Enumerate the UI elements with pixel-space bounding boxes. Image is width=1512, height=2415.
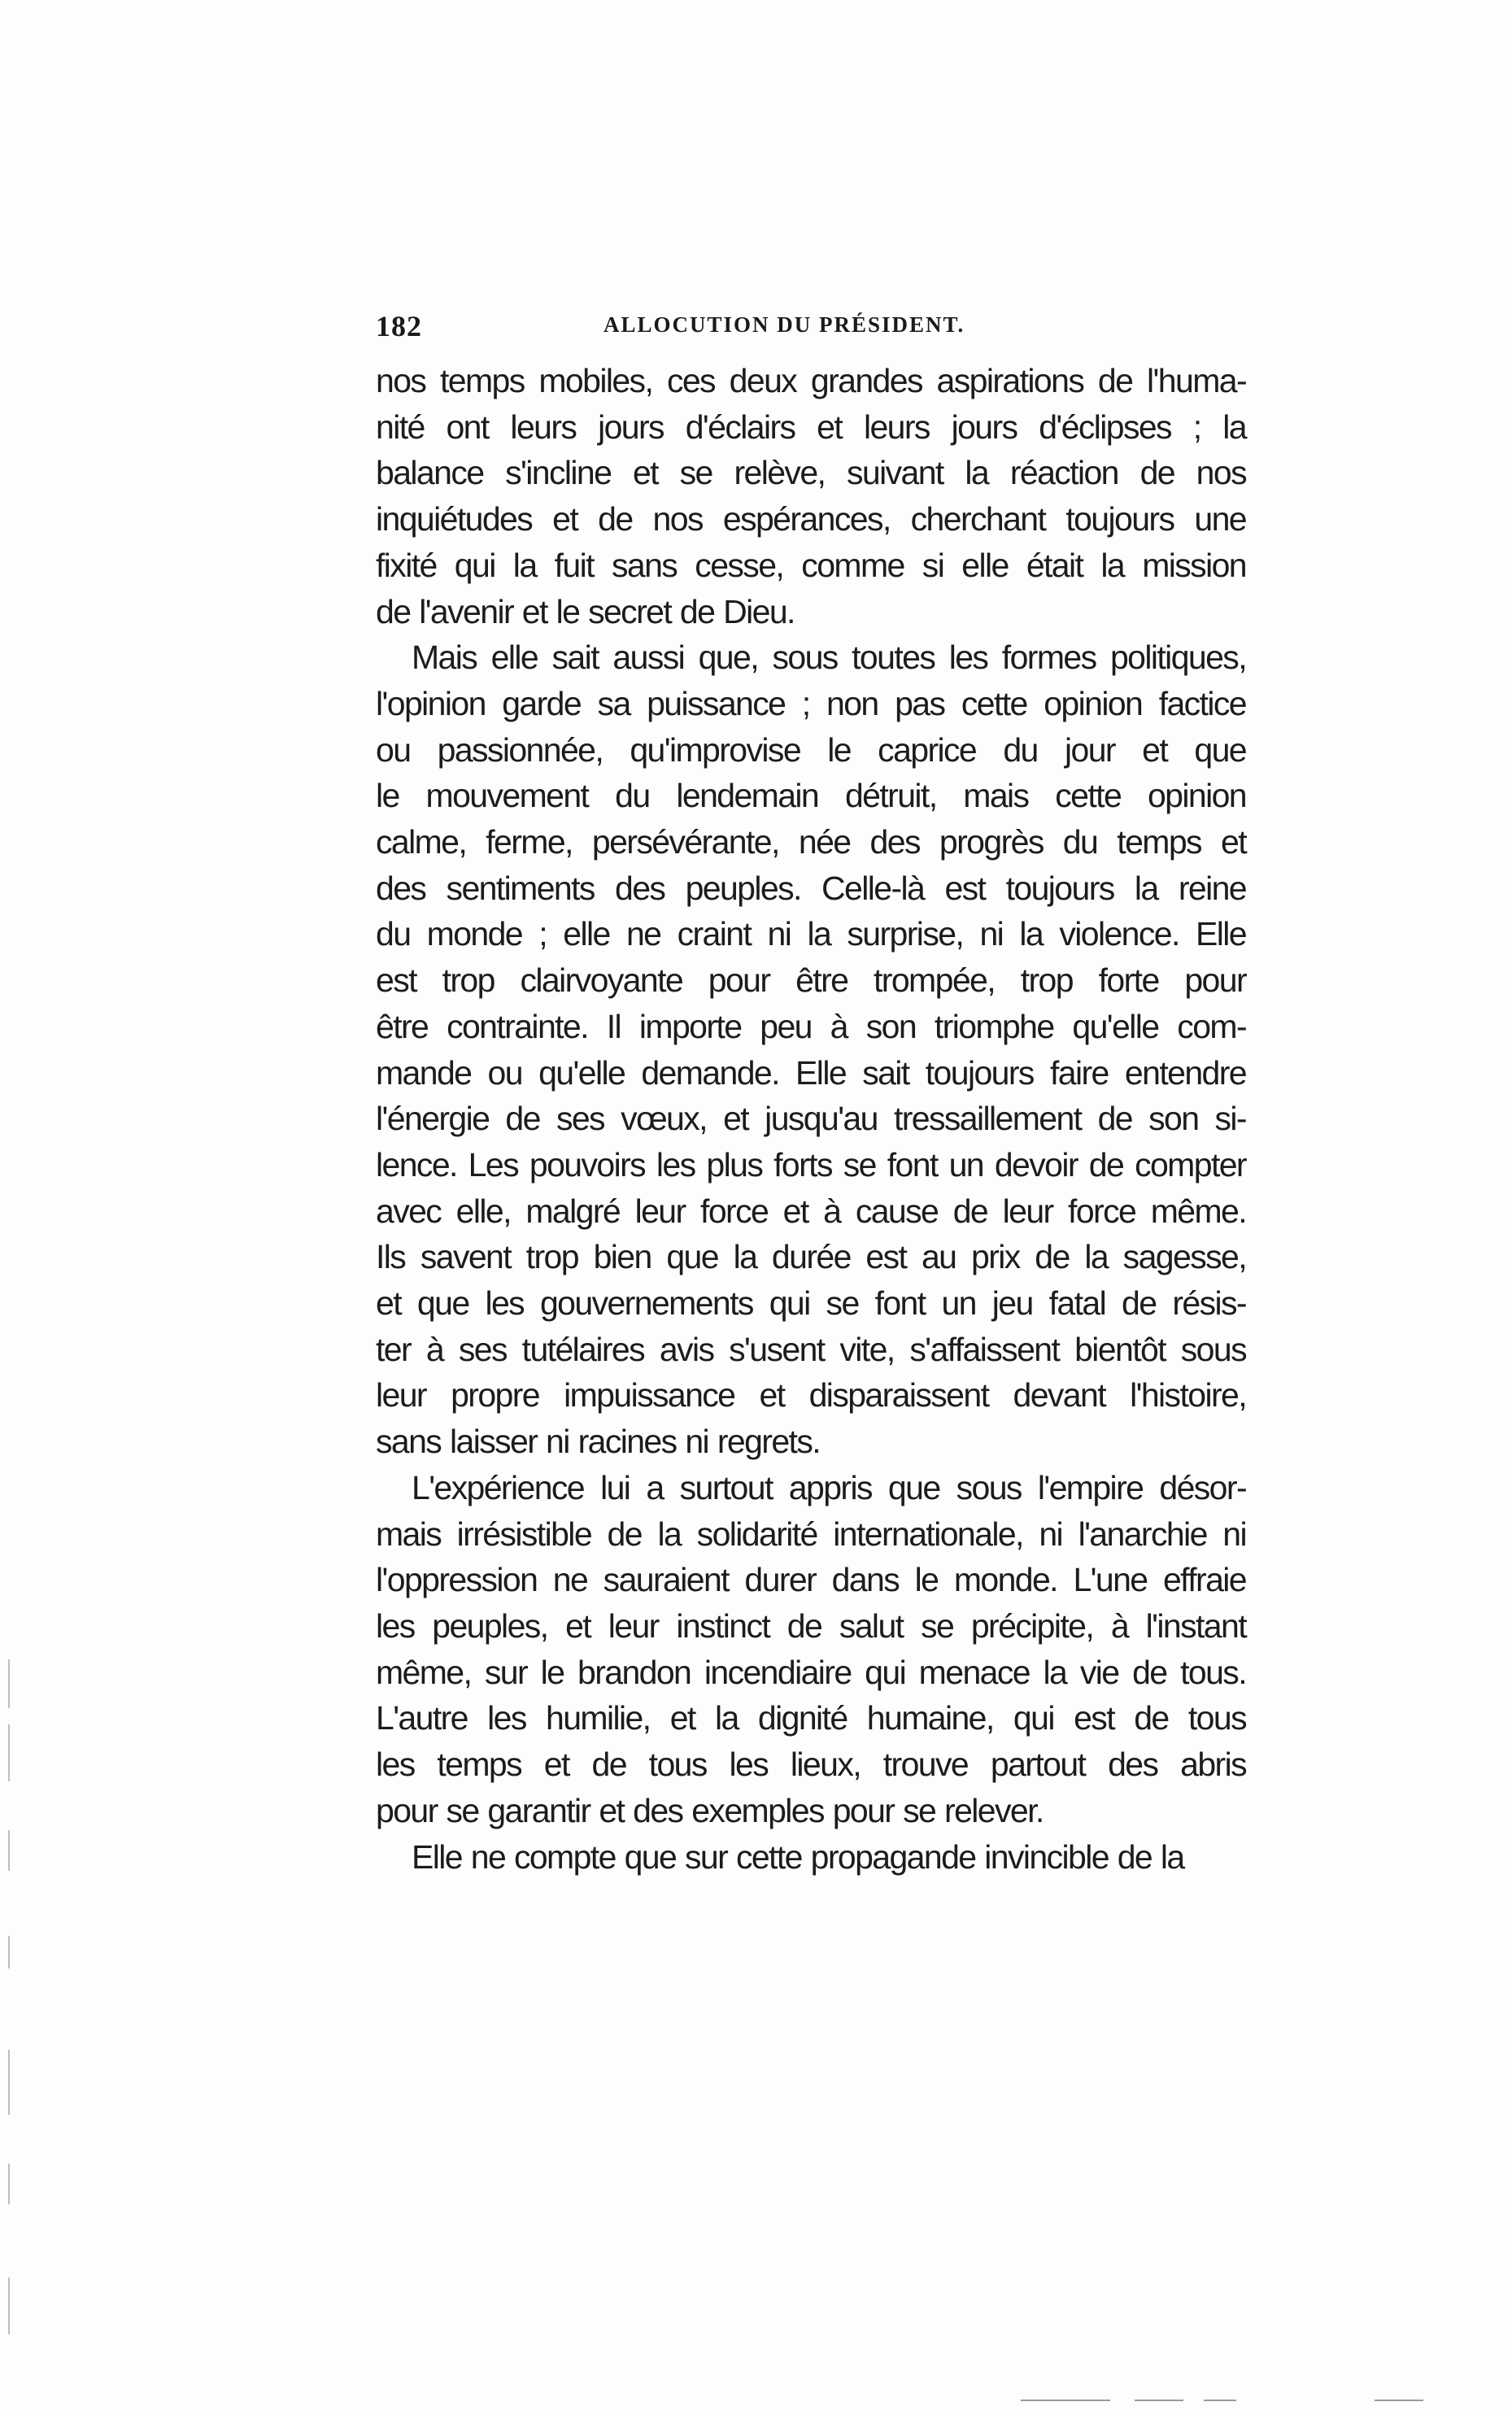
text-line: l'énergie de ses vœux, et jusqu'au tressaillement de son si- xyxy=(376,1100,1246,1138)
bottom-rule xyxy=(1204,2400,1236,2401)
text-line: sans laisser ni racines ni regrets. xyxy=(376,1423,821,1461)
page-header xyxy=(376,309,1254,358)
text-line: l'opinion garde sa puissance ; non pas cette opinion factice xyxy=(376,684,1246,722)
text-line: l'oppression ne sauraient durer dans le monde. L'une effraie xyxy=(376,1561,1246,1599)
text-line: L'expérience lui a surtout appris que sous l'empire désor- xyxy=(412,1468,1246,1506)
scan-mark xyxy=(8,1659,10,1708)
text-line: est trop clairvoyante pour être trompée, trop forte pour xyxy=(376,961,1246,1000)
paragraph xyxy=(376,1465,1246,1834)
text-line: Elle ne compte que sur cette propagande invincible de la xyxy=(412,1837,1184,1876)
text-line: même, sur le brandon incendiaire qui menace la vie de tous. xyxy=(376,1653,1246,1691)
text-line: et que les gouvernements qui se font un jeu fatal de résis- xyxy=(376,1284,1246,1323)
text-line: nité ont leurs jours d'éclairs et leurs jours d'éclipses ; la xyxy=(376,408,1246,446)
text-line: les peuples, et leur instinct de salut se précipite, à l'instant xyxy=(376,1606,1246,1645)
text-line: le mouvement du lendemain détruit, mais cette opinion xyxy=(376,777,1246,815)
text-line: de l'avenir et le secret de Dieu. xyxy=(376,592,795,630)
text-line: être contrainte. Il importe peu à son triomphe qu'elle com- xyxy=(376,1007,1246,1045)
scan-mark xyxy=(8,2050,10,2115)
text-line: lence. Les pouvoirs les plus forts se font un devoir de compter xyxy=(376,1145,1246,1184)
bottom-rule xyxy=(1375,2400,1423,2401)
text-line: balance s'incline et se relève, suivant la réaction de nos xyxy=(376,454,1246,492)
paragraph xyxy=(376,358,1246,634)
text-line: du monde ; elle ne craint ni la surprise, ni la violence. Elle xyxy=(376,915,1246,953)
text-line: mais irrésistible de la solidarité internationale, ni l'anarchie ni xyxy=(376,1515,1246,1553)
scan-mark xyxy=(8,1936,10,1968)
text-line: pour se garantir et des exemples pour se relever. xyxy=(376,1791,1044,1829)
text-line: avec elle, malgré leur force et à cause de leur force même. xyxy=(376,1192,1246,1230)
bottom-rule xyxy=(1135,2400,1183,2401)
body-text xyxy=(376,358,1246,1880)
scan-mark xyxy=(8,1724,10,1781)
paragraph xyxy=(376,1834,1246,1881)
bottom-rule xyxy=(1021,2400,1110,2401)
paragraph xyxy=(376,634,1246,1465)
text-line: inquiétudes et de nos espérances, cherchant toujours une xyxy=(376,500,1246,538)
scan-mark xyxy=(8,2278,10,2334)
text-line: Mais elle sait aussi que, sous toutes les formes politiques, xyxy=(412,639,1246,677)
text-line: Ils savent trop bien que la durée est au prix de la sagesse, xyxy=(376,1238,1246,1276)
running-title: ALLOCUTION DU PRÉSIDENT. xyxy=(603,312,965,337)
page-number: 182 xyxy=(376,310,422,342)
text-line: L'autre les humilie, et la dignité humaine, qui est de tous xyxy=(376,1699,1246,1737)
scan-mark xyxy=(8,2164,10,2204)
text-line: nos temps mobiles, ces deux grandes aspirations de l'huma- xyxy=(376,362,1246,399)
text-line: calme, ferme, persévérante, née des progrès du temps et xyxy=(376,823,1246,861)
text-line: ou passionnée, qu'improvise le caprice du jour et que xyxy=(376,730,1246,769)
scan-mark xyxy=(8,1830,10,1871)
text-line: les temps et de tous les lieux, trouve partout des abris xyxy=(376,1746,1246,1784)
text-line: mande ou qu'elle demande. Elle sait toujours faire entendre xyxy=(376,1053,1246,1092)
text-line: fixité qui la fuit sans cesse, comme si elle était la mission xyxy=(376,546,1246,584)
text-line: leur propre impuissance et disparaissent devant l'histoire, xyxy=(376,1376,1246,1415)
text-line: des sentiments des peuples. Celle-là est toujours la reine xyxy=(376,869,1246,907)
text-line: ter à ses tutélaires avis s'usent vite, s'affaissent bientôt sous xyxy=(376,1330,1246,1368)
